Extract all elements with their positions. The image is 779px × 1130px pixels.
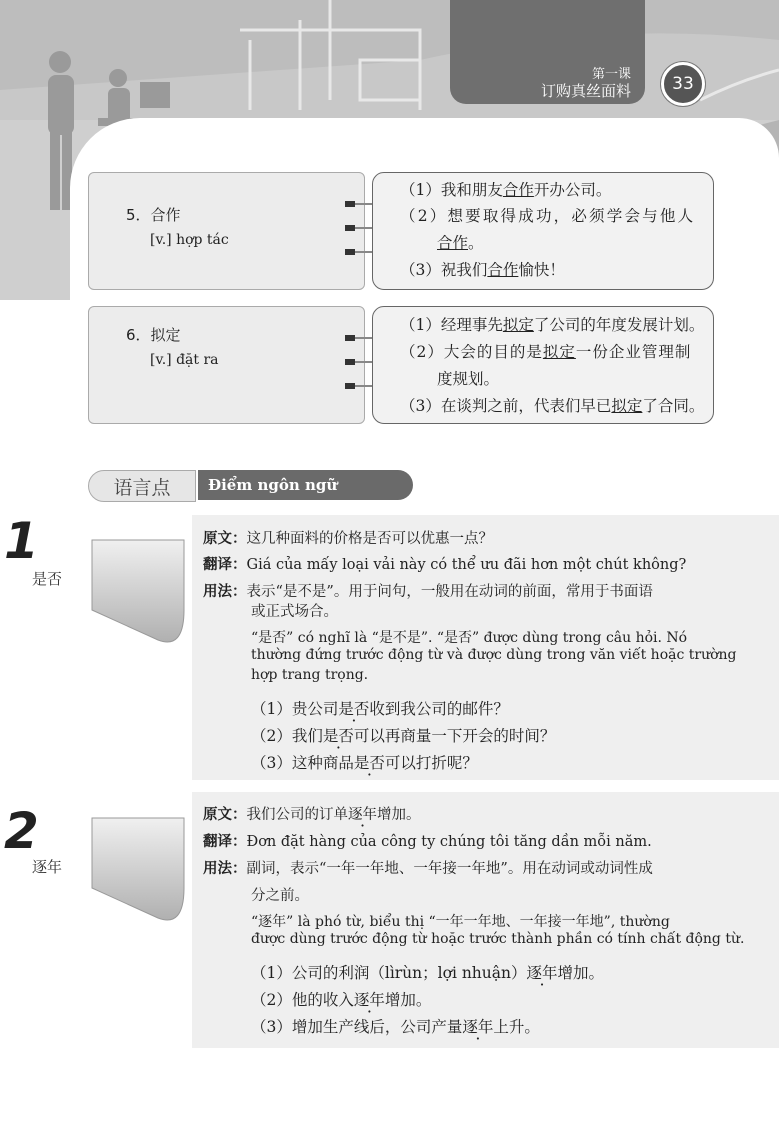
example-sentence: （2）大会的目的是拟定一份企业管理制: [400, 343, 692, 361]
vocab-word-box: [88, 172, 365, 290]
lesson-title: 订购真丝面料: [540, 82, 631, 100]
original-line: 原文：这几种面料的价格是否可以优惠一点？: [203, 531, 493, 547]
usage-line: 或正式场合。: [251, 604, 338, 620]
example-sentence: （1）经理事先拟定了公司的年度发展计划。: [400, 316, 705, 334]
translation-line: 翻译：Đơn đặt hàng của công ty chúng tôi tăng dần mỗi năm.: [203, 834, 652, 850]
vietnamese-note: “逐年” là phó từ, biểu thị “一年一年地、一年接一年地”, thường: [251, 914, 670, 930]
translation-line: 翻译：Giá của mấy loại vải này có thể ưu đãi hơn một chút không?: [203, 557, 687, 573]
lesson-header: [450, 0, 645, 104]
section-title-vi: Điểm ngôn ngữ: [198, 470, 413, 500]
example-sentence: （3）在谈判之前，代表们早已拟定了合同。: [400, 397, 705, 415]
section-title-zh: 语言点: [88, 470, 196, 502]
original-line: 原文：我们公司的订单逐年增加。: [203, 807, 421, 823]
point-number: 2: [4, 802, 39, 860]
lesson-number: 第一课: [591, 67, 631, 82]
point-badge: [88, 798, 188, 928]
grammar-example: （2）他的收入逐年增加。: [251, 991, 432, 1009]
grammar-example: （1）公司的利润（lìrùn；lợi nhuận）逐年增加。: [251, 964, 605, 982]
example-sentence: （3）祝我们合作愉快！: [400, 261, 565, 279]
example-sentence: （1）我和朋友合作开办公司。: [400, 181, 612, 199]
vietnamese-note: “是否” có nghĩ là “是不是”. “是否” được dùng trong câu hỏi. Nó: [251, 630, 688, 646]
point-badge: [88, 520, 188, 650]
section-tab: [88, 470, 418, 502]
vietnamese-note: thường đứng trước động từ và được dùng trong văn viết hoặc trường: [251, 647, 737, 663]
vocab-pos: [v.] đặt ra: [150, 352, 219, 368]
vocab-word: 6．拟定: [126, 326, 181, 344]
grammar-example: （1）贵公司是否收到我公司的邮件？: [251, 700, 509, 718]
example-sentence: 度规划。: [437, 370, 500, 388]
usage-line: 用法：副词，表示“一年一年地、一年接一年地”。用在动词或动词性成: [203, 861, 653, 877]
grammar-example: （3）这种商品是否可以打折呢？: [251, 754, 478, 772]
point-word: 是否: [32, 570, 63, 588]
vocab-pos: [v.] hợp tác: [150, 232, 229, 248]
vietnamese-note: hợp trang trọng.: [251, 667, 369, 683]
vocab-word-box: [88, 306, 365, 424]
usage-line: 分之前。: [251, 888, 309, 904]
grammar-example: （3）增加生产线后，公司产量逐年上升。: [251, 1018, 540, 1036]
example-sentence: 合作。: [437, 234, 484, 252]
example-sentence: （2）想要取得成功，必须学会与他人: [400, 207, 696, 225]
point-number: 1: [4, 512, 39, 570]
grammar-example: （2）我们是否可以再商量一下开会的时间？: [251, 727, 556, 745]
page-number: 33: [661, 62, 705, 106]
vocab-word: 5．合作: [126, 206, 181, 224]
usage-line: 用法：表示“是不是”。用于问句，一般用在动词的前面，常用于书面语: [203, 584, 653, 600]
vietnamese-note: được dùng trước động từ hoặc trước thành phần có tính chất động từ.: [251, 931, 745, 947]
point-word: 逐年: [32, 858, 63, 876]
